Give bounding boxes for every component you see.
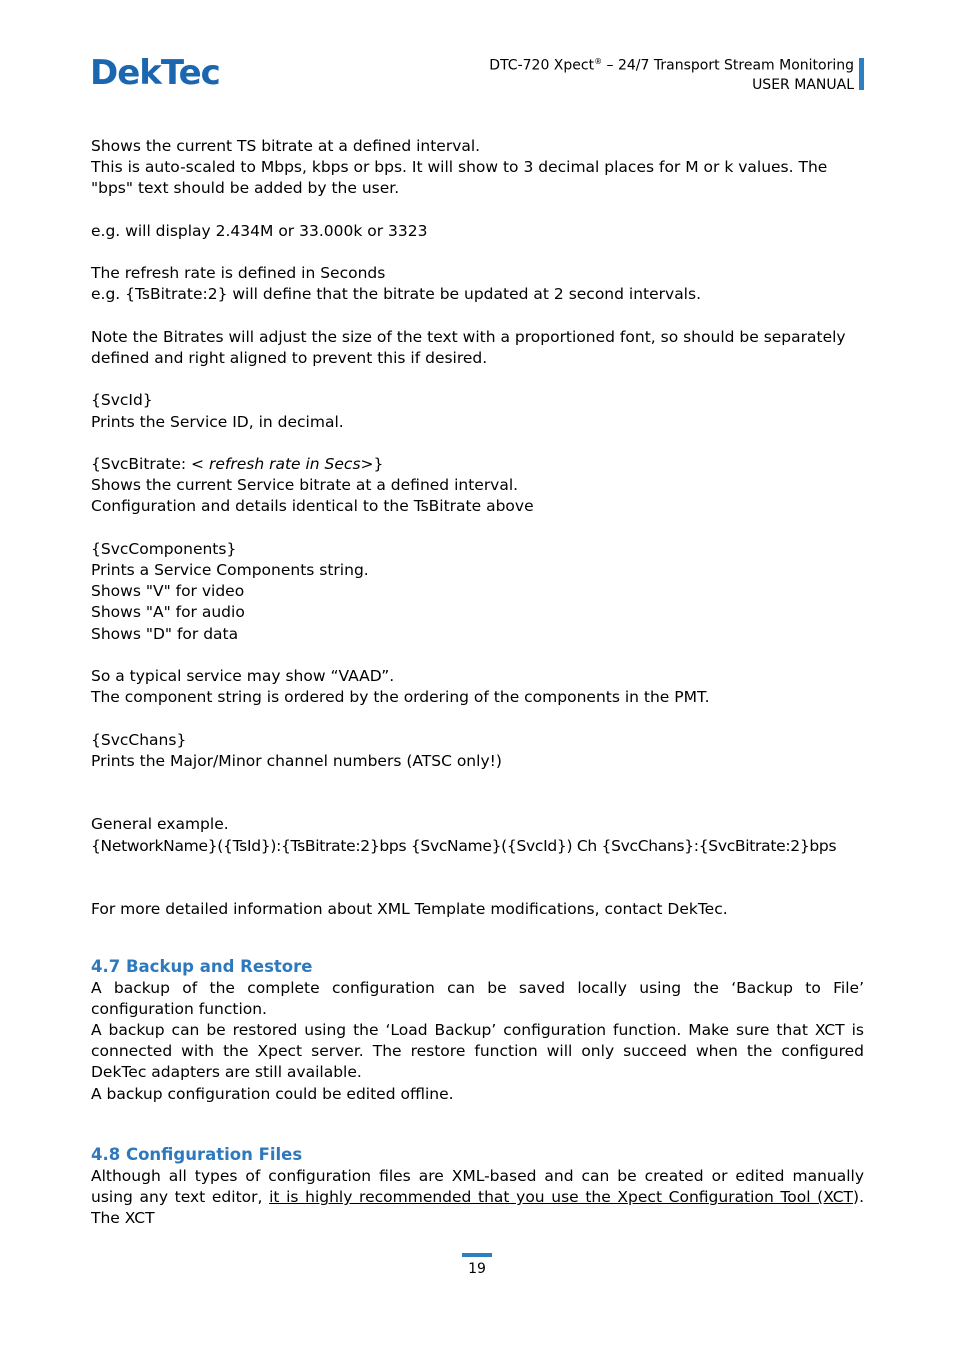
paragraph: Note the Bitrates will adjust the size of the text with a proportioned font, so should be separately	[91, 327, 846, 346]
paragraph: General example.	[91, 815, 229, 834]
term-svcchans: {SvcChans}	[91, 730, 187, 749]
component-data: Shows "D" for data	[91, 624, 239, 643]
paragraph: "bps" text should be added by the user.	[91, 179, 400, 198]
page-header	[489, 52, 854, 95]
term-description: Prints a Service Components string.	[91, 560, 369, 579]
component-audio: Shows "A" for audio	[91, 603, 245, 622]
page-number: 19	[468, 1261, 486, 1277]
paragraph: The component string is ordered by the ordering of the components in the PMT.	[91, 688, 710, 707]
paragraph: defined and right aligned to prevent this if desired.	[91, 348, 488, 367]
paragraph: This is auto-scaled to Mbps, kbps or bps. It will show to 3 decimal places for M or k values. The	[91, 158, 828, 177]
paragraph: For more detailed information about XML Template modifications, contact DekTec.	[91, 900, 728, 919]
term-description: Prints the Service ID, in decimal.	[91, 412, 344, 431]
term-description: Configuration and details identical to the TsBitrate above	[91, 497, 534, 516]
footer-accent-bar	[462, 1253, 492, 1257]
dektec-logo-graphic	[90, 52, 220, 90]
paragraph: A backup can be restored using the ‘Load Backup’ configuration function. Make sure that XCT is connected with the Xpect server. The restore function will only succeed when the configured DekTec adapters are still available.	[91, 1020, 864, 1082]
term-description: Shows the current Service bitrate at a defined interval.	[91, 476, 519, 495]
paragraph: e.g. {TsBitrate:2} will define that the bitrate be updated at 2 second intervals.	[91, 285, 701, 304]
term-svcid: {SvcId}	[91, 391, 153, 410]
svg-text:DekTec: DekTec	[90, 53, 220, 90]
paragraph: Although all types of configuration files are XML-based and can be created or edited manually using any text editor, it is highly recommended that you use the Xpect Configuration Tool (XCT). The XCT	[91, 1166, 864, 1228]
paragraph: The refresh rate is defined in Seconds	[91, 264, 386, 283]
document-title: DTC-720 Xpect® – 24/7 Transport Stream Monitoring	[489, 57, 854, 74]
component-video: Shows "V" for video	[91, 582, 245, 601]
recommendation-text: it is highly recommended that you use the Xpect Configuration Tool (XCT	[269, 1188, 854, 1207]
example-template-code: {NetworkName}({TsId}):{TsBitrate:2}bps {SvcName}({SvcId}) Ch {SvcChans}:{SvcBitrate:2}bps	[91, 836, 837, 855]
document-subtitle: USER MANUAL	[752, 76, 854, 93]
paragraph: A backup configuration could be edited offline.	[91, 1084, 454, 1103]
paragraph: e.g. will display 2.434M or 33.000k or 3323	[91, 221, 428, 240]
header-accent-bar	[859, 58, 864, 90]
page-content	[91, 136, 864, 1230]
section-heading-backup-restore: 4.7 Backup and Restore	[91, 956, 313, 976]
paragraph: So a typical service may show “VAAD”.	[91, 666, 395, 685]
dektec-logo	[90, 52, 220, 90]
term-svcbitrate: {SvcBitrate: < refresh rate in Secs>}	[91, 454, 384, 473]
section-heading-configuration-files: 4.8 Configuration Files	[91, 1144, 303, 1164]
term-svccomponents: {SvcComponents}	[91, 539, 237, 558]
paragraph: Shows the current TS bitrate at a defined interval.	[91, 137, 481, 155]
paragraph: A backup of the complete configuration can be saved locally using the ‘Backup to File’ configuration function.	[91, 978, 864, 1018]
term-description: Prints the Major/Minor channel numbers (ATSC only!)	[91, 751, 502, 770]
